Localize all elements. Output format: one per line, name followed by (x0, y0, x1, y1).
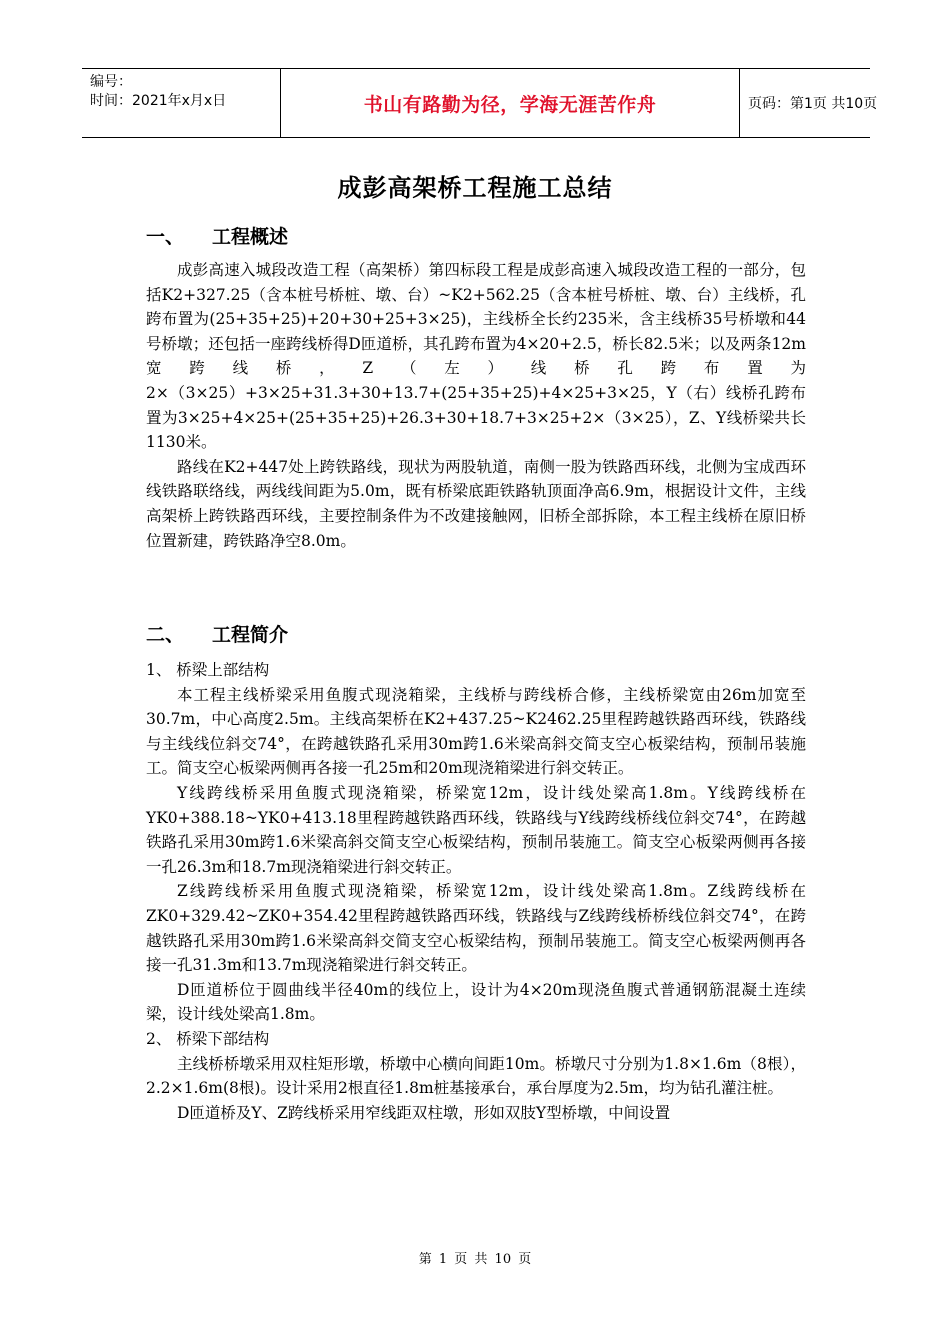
document-time: 时间：2021年x月x日 (90, 93, 227, 109)
subheading: 2、 桥梁下部结构 (146, 1029, 270, 1048)
subheading: 1、 桥梁上部结构 (146, 661, 270, 679)
paragraph: 本工程主线桥梁采用鱼腹式现浇箱梁，主线桥与跨线桥合修，主线桥梁宽由26m加宽至30.7m，中心高度2.5m。主线高架桥在K2+437.25~K2462.25里程跨越铁路西环线，铁路线与主线线位斜交74°，在跨越铁路孔采用30m跨1.6米梁高斜交简支空心板梁结构，预制吊装施工。简支空心板梁两侧再各接一孔25m和20m现浇箱梁进行斜交转正。 (146, 685, 806, 778)
paragraph: 主线桥桥墩采用双柱矩形墩，桥墩中心横向间距10m。桥墩尺寸分别为1.8×1.6m（8根），2.2×1.6m(8根)。设计采用2根直径1.8m桩基接承台，承台厚度为2.5m，均为钻孔灌注桩。 (146, 1054, 806, 1098)
document-title: 成彭高架桥工程施工总结 (337, 174, 613, 202)
section-title: 工程概述 (212, 226, 289, 248)
paragraph-continued: 2×（3×25）+3×25+31.3+30+13.7+(25+35+25)+4×25+3×25，Y（右）线桥孔跨布置为3×25+4×25+(25+35+25)+26.3+30+18.7+3×25+2×（3×25），Z、Y线桥梁共长1130米。 (146, 383, 806, 452)
document-number-label: 编号： (90, 74, 132, 90)
header-page-info: 页码：第1页 共10页 (748, 96, 878, 112)
paragraph: 成彭高速入城段改造工程（高架桥）第四标段工程是成彭高速入城段改造工程的一部分，包括K2+327.25（含本桩号桥桩、墩、台）~K2+562.25（含本桩号桥桩、墩、台）主线桥，孔跨布置为(25+35+25)+20+30+25+3×25)，主线桥全长约235米，含主线桥35号桥墩和44号桥墩；还包括一座跨线桥得D匝道桥，其孔跨布置为4×20+2.5，桥长82.5米；以及两条12m宽跨线桥，Z（左）线桥孔跨布置为 (146, 261, 806, 378)
paragraph: D匝道桥及Y、Z跨线桥采用窄线距双柱墩，形如双肢Y型桥墩，中间设置 (177, 1103, 671, 1122)
paragraph: Y线跨线桥采用鱼腹式现浇箱梁，桥梁宽12m，设计线处梁高1.8m。Y线跨线桥在YK0+388.18~YK0+413.18里程跨越铁路西环线，铁路线与Y线跨线桥线位斜交74°，在跨越铁路孔采用30m跨1.6米梁高斜交简支空心板梁结构，预制吊装施工。简支空心板梁两侧再各接一孔26.3m和18.7m现浇箱梁进行斜交转正。 (146, 783, 806, 876)
section-heading-2 (146, 620, 288, 647)
section-2-body (146, 658, 806, 1125)
page-header (82, 68, 878, 138)
section-number: 二、 (146, 624, 185, 646)
paragraph: Z线跨线桥采用鱼腹式现浇箱梁，桥梁宽12m，设计线处梁高1.8m。Z线跨线桥在ZK0+329.42~ZK0+354.42里程跨越铁路西环线，铁路线与Z线跨线桥桥线位斜交74°，在跨越铁路孔采用30m跨1.6米梁高斜交简支空心板梁结构，预制吊装施工。简支空心板梁两侧再各接一孔31.3m和13.7m现浇箱梁进行斜交转正。 (146, 882, 806, 975)
section-number: 一、 (146, 226, 185, 248)
page-footer: 第 1 页 共 10 页 (418, 1252, 532, 1267)
section-title: 工程简介 (212, 624, 289, 646)
section-1-body (146, 258, 806, 553)
paragraph: 路线在K2+447处上跨铁路线，现状为两股轨道，南侧一股为铁路西环线，北侧为宝成西环线铁路联络线，两线线间距为5.0m，既有桥梁底距铁路轨顶面净高6.9m，根据设计文件，主线高架桥上跨铁路西环线，主要控制条件为不改建接触网，旧桥全部拆除，本工程主线桥在原旧桥位置新建，跨铁路净空8.0m。 (146, 457, 806, 550)
paragraph: D匝道桥位于圆曲线半径40m的线位上，设计为4×20m现浇鱼腹式普通钢筋混凝土连续梁，设计线处梁高1.8m。 (146, 980, 806, 1024)
section-heading-1 (146, 222, 288, 249)
header-left (90, 73, 226, 111)
header-motto: 书山有路勤为径，学海无涯苦作舟 (280, 69, 740, 137)
